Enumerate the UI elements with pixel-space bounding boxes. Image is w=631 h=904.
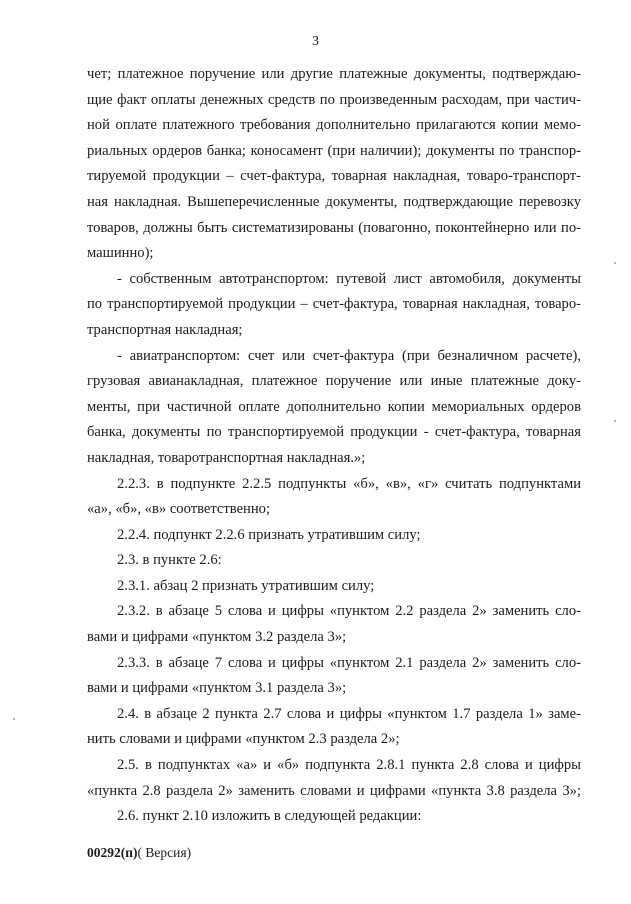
page-number: 3 (312, 34, 319, 49)
scan-speck (614, 262, 616, 264)
document-code: 00292(п) (87, 845, 138, 860)
text-line: - авиатранспортом: счет или счет-фактура (при безналичном расчете), (117, 347, 581, 364)
text-line: 2.6. пункт 2.10 изложить в следующей редакции: (117, 808, 422, 825)
scan-speck (13, 718, 15, 720)
text-line: «пункта 2.8 раздела 2» заменить словами и цифрами «пункта 3.8 раздела 3»; (87, 782, 581, 799)
text-line: накладная, товаротранспортная накладная.»; (87, 449, 366, 466)
text-line: 2.3.1. абзац 2 признать утратившим силу; (117, 577, 375, 594)
text-line: - собственным автотранспортом: путевой лист автомобиля, документы (117, 270, 581, 287)
text-line: 2.3.2. в абзаце 5 слова и цифры «пунктом 2.2 раздела 2» заменить сло- (117, 603, 581, 620)
text-line: 2.2.3. в подпункте 2.2.5 подпункты «б», «в», «г» считать подпунктами (117, 475, 581, 492)
text-line: 2.4. в абзаце 2 пункта 2.7 слова и цифры «пунктом 1.7 раздела 1» заме- (117, 705, 581, 722)
text-line: 2.2.4. подпункт 2.2.6 признать утратившим силу; (117, 526, 421, 543)
text-line: по транспортируемой продукции – счет-фактура, товарная накладная, товаро- (87, 296, 581, 313)
text-line: 2.3.3. в абзаце 7 слова и цифры «пунктом 2.1 раздела 2» заменить сло- (117, 654, 581, 671)
text-line: чет; платежное поручение или другие платежные документы, подтверждаю- (87, 66, 581, 82)
text-line: вами и цифрами «пунктом 3.1 раздела 3»; (87, 680, 347, 697)
text-line: транспортная накладная; (87, 321, 243, 338)
text-line: тируемой продукции – счет-фактура, товарная накладная, товаро-транспорт- (87, 168, 581, 185)
text-line: банка, документы по транспортируемой продукции - счет-фактура, товарная (87, 424, 581, 441)
text-line: 2.3. в пункте 2.6: (117, 552, 222, 569)
text-line: щие факт оплаты денежных средств по произведенным расходам, при частич- (87, 91, 581, 108)
text-line: ной оплате платежного требования дополнительно прилагаются копии мемо- (87, 117, 581, 134)
text-line: менты, при частичной оплате дополнительно копии мемориальных ордеров (87, 398, 581, 415)
text-line: грузовая авианакладная, платежное поручение или иные платежные доку- (87, 373, 581, 390)
text-line: риальных ордеров банка; коносамент (при наличии); документы по транспор- (87, 142, 581, 159)
document-footer (87, 845, 191, 861)
scan-speck (614, 420, 616, 422)
document-body (87, 62, 581, 830)
text-line: «а», «б», «в» соответственно; (87, 501, 271, 518)
text-line: 2.5. в подпунктах «а» и «б» подпункта 2.8.1 пункта 2.8 слова и цифры (117, 757, 581, 774)
document-version: ( Версия) (137, 845, 192, 860)
text-line: вами и цифрами «пунктом 3.2 раздела 3»; (87, 629, 347, 646)
text-line: машинно); (87, 245, 154, 262)
text-line: товаров, должны быть систематизированы (повагонно, поконтейнерно или по- (87, 219, 581, 236)
text-line: нить словами и цифрами «пунктом 2.3 раздела 2»; (87, 731, 400, 748)
text-line: ная накладная. Вышеперечисленные документы, подтверждающие перевозку (87, 193, 581, 210)
